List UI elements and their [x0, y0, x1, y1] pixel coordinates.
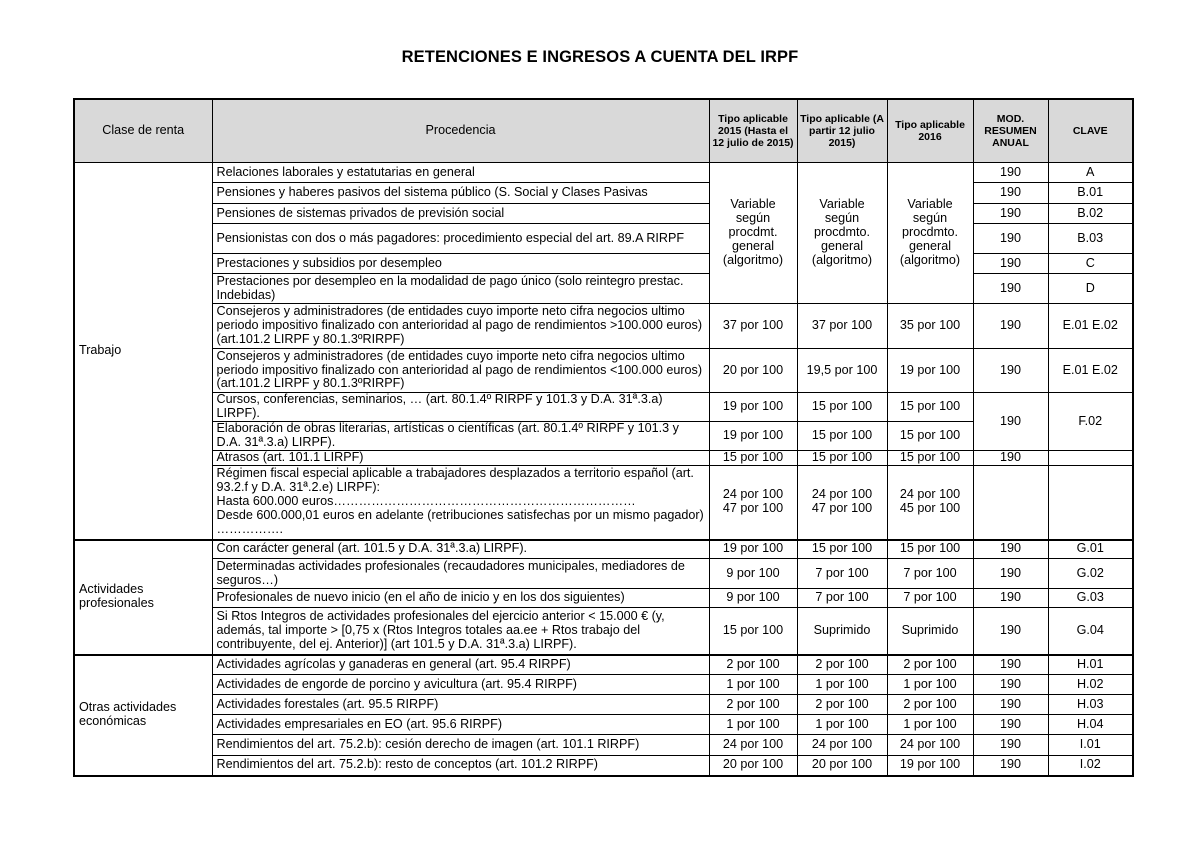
mod-cell: 190: [973, 349, 1048, 393]
procedencia-cell: Consejeros y administradores (de entidades cuyo importe neto cifra negocios ultimo periodo impositivo finalizado con anterioridad al pago de rendimientos <100.000 euros) (art.101.2 LIRPF y 80.1.3ºRIRPF): [212, 349, 709, 393]
rate-cell: 1 por 100: [887, 715, 973, 735]
clave-cell: I.02: [1048, 756, 1133, 776]
procedencia-cell: Actividades agrícolas y ganaderas en general (art. 95.4 RIRPF): [212, 655, 709, 675]
procedencia-cell: Pensiones de sistemas privados de previsión social: [212, 204, 709, 224]
rate-cell: 15 por 100: [797, 451, 887, 466]
clave-cell: H.02: [1048, 675, 1133, 695]
mod-cell: 190: [973, 451, 1048, 466]
header-mod: MOD. RESUMEN ANUAL: [973, 99, 1048, 163]
rate-cell: 24 por 100 45 por 100: [887, 466, 973, 540]
clave-cell: [1048, 451, 1133, 466]
table-row: [74, 589, 1133, 608]
table-row: [74, 451, 1133, 466]
rate-cell: 2 por 100: [797, 695, 887, 715]
clave-cell: E.01 E.02: [1048, 349, 1133, 393]
table-row: [74, 466, 1133, 540]
rate-cell: 15 por 100: [709, 451, 797, 466]
rate-cell: 7 por 100: [797, 589, 887, 608]
procedencia-cell: Elaboración de obras literarias, artísticas o científicas (art. 80.1.4º RIRPF y 101.3 y D.A. 31ª.3.a) LIRPF).: [212, 422, 709, 451]
rate-cell: 1 por 100: [797, 715, 887, 735]
clave-cell: B.02: [1048, 204, 1133, 224]
procedencia-cell: Actividades de engorde de porcino y avicultura (art. 95.4 RIRPF): [212, 675, 709, 695]
mod-cell: 190: [973, 204, 1048, 224]
rate-cell: 1 por 100: [887, 675, 973, 695]
rate-cell: Suprimido: [797, 608, 887, 655]
header-clave: CLAVE: [1048, 99, 1133, 163]
rate-cell: 19,5 por 100: [797, 349, 887, 393]
rate-cell: 15 por 100: [709, 608, 797, 655]
rate-cell: 1 por 100: [797, 675, 887, 695]
rate-cell: 24 por 100: [709, 735, 797, 756]
rate-cell: 7 por 100: [887, 559, 973, 589]
procedencia-cell: Régimen fiscal especial aplicable a trabajadores desplazados a territorio español (art. 93.2.f y D.A. 31ª.2.e) LIRPF): Hasta 600.000 euros……………………………………………………………… Desde 600.000,01 euros en adelante (retribuciones satisfechas por un mismo pagador) …………….: [212, 466, 709, 540]
rate-cell: 24 por 100: [887, 735, 973, 756]
rate-cell: 15 por 100: [797, 393, 887, 422]
clave-cell: H.03: [1048, 695, 1133, 715]
procedencia-cell: Determinadas actividades profesionales (recaudadores municipales, mediadores de seguros…): [212, 559, 709, 589]
header-tipo-2015a: Tipo aplicable 2015 (Hasta el 12 julio de 2015): [709, 99, 797, 163]
rate-cell: 9 por 100: [709, 559, 797, 589]
clave-cell: H.01: [1048, 655, 1133, 675]
clave-cell: G.04: [1048, 608, 1133, 655]
mod-cell: 190: [973, 183, 1048, 204]
mod-cell: 190: [973, 735, 1048, 756]
mod-cell: 190: [973, 163, 1048, 183]
page-title: RETENCIONES E INGRESOS A CUENTA DEL IRPF: [401, 48, 799, 66]
table-row: [74, 735, 1133, 756]
table-row: [74, 540, 1133, 559]
rate-variable-2015a: Variable según procdmt. general (algoritmo): [709, 163, 797, 304]
rate-cell: 15 por 100: [887, 540, 973, 559]
clave-cell: F.02: [1048, 393, 1133, 451]
rate-cell: 7 por 100: [887, 589, 973, 608]
rate-cell: 37 por 100: [709, 304, 797, 349]
mod-cell: [973, 466, 1048, 540]
rate-cell: 2 por 100: [709, 695, 797, 715]
table-row: [74, 695, 1133, 715]
rate-cell: 15 por 100: [887, 451, 973, 466]
rate-cell: 20 por 100: [709, 756, 797, 776]
clave-cell: [1048, 466, 1133, 540]
table-row: [74, 559, 1133, 589]
rate-cell: 2 por 100: [797, 655, 887, 675]
clave-cell: G.02: [1048, 559, 1133, 589]
mod-cell: 190: [973, 224, 1048, 254]
rate-variable-2015b: Variable según procdmto. general (algoritmo): [797, 163, 887, 304]
table-row: [74, 224, 1133, 254]
procedencia-cell: Atrasos (art. 101.1 LIRPF): [212, 451, 709, 466]
rate-variable-2016: Variable según procdmto. general (algoritmo): [887, 163, 973, 304]
rate-cell: 24 por 100: [797, 735, 887, 756]
rate-cell: 24 por 100 47 por 100: [797, 466, 887, 540]
table-row: [74, 204, 1133, 224]
rate-cell: 15 por 100: [797, 540, 887, 559]
retenciones-table: [73, 98, 1134, 777]
header-row: [74, 99, 1133, 163]
table-row: [74, 163, 1133, 183]
table-row: [74, 254, 1133, 274]
procedencia-cell: Consejeros y administradores (de entidades cuyo importe neto cifra negocios ultimo periodo impositivo finalizado con anterioridad al pago de rendimientos >100.000 euros) (art.101.2 LIRPF y 80.1.3ºRIRPF): [212, 304, 709, 349]
clave-cell: A: [1048, 163, 1133, 183]
rate-cell: 15 por 100: [887, 422, 973, 451]
clave-cell: B.01: [1048, 183, 1133, 204]
procedencia-cell: Rendimientos del art. 75.2.b): cesión derecho de imagen (art. 101.1 RIRPF): [212, 735, 709, 756]
rate-cell: 20 por 100: [797, 756, 887, 776]
clave-cell: D: [1048, 274, 1133, 304]
rate-cell: 2 por 100: [887, 655, 973, 675]
table-row: [74, 675, 1133, 695]
procedencia-cell: Con carácter general (art. 101.5 y D.A. 31ª.3.a) LIRPF).: [212, 540, 709, 559]
rate-cell: Suprimido: [887, 608, 973, 655]
group-label-actividades-profesionales: Actividades profesionales: [74, 540, 212, 655]
procedencia-cell: Si Rtos Integros de actividades profesionales del ejercicio anterior < 15.000 € (y, además, tal importe > [0,75 x (Rtos Integros totales aa.ee + Rtos trabajo del contribuyente, del ej. Anterior)] (art 101.5 y D.A. 31ª.3.a) LIRPF).: [212, 608, 709, 655]
procedencia-cell: Profesionales de nuevo inicio (en el año de inicio y en los dos siguientes): [212, 589, 709, 608]
rate-cell: 9 por 100: [709, 589, 797, 608]
rate-cell: 2 por 100: [887, 695, 973, 715]
procedencia-cell: Pensionistas con dos o más pagadores: procedimiento especial del art. 89.A RIRPF: [212, 224, 709, 254]
header-clase: Clase de renta: [74, 99, 212, 163]
header-procedencia: Procedencia: [212, 99, 709, 163]
table-row: [74, 608, 1133, 655]
header-tipo-2016: Tipo aplicable 2016: [887, 99, 973, 163]
table-row: [74, 655, 1133, 675]
rate-cell: 15 por 100: [887, 393, 973, 422]
clave-cell: I.01: [1048, 735, 1133, 756]
table-row: [74, 393, 1133, 422]
mod-cell: 190: [973, 274, 1048, 304]
mod-cell: 190: [973, 608, 1048, 655]
mod-cell: 190: [973, 675, 1048, 695]
mod-cell: 190: [973, 695, 1048, 715]
clave-cell: E.01 E.02: [1048, 304, 1133, 349]
procedencia-cell: Relaciones laborales y estatutarias en general: [212, 163, 709, 183]
rate-cell: 7 por 100: [797, 559, 887, 589]
table-row: [74, 756, 1133, 776]
clave-cell: B.03: [1048, 224, 1133, 254]
rate-cell: 19 por 100: [887, 756, 973, 776]
table-row: [74, 349, 1133, 393]
rate-cell: 19 por 100: [887, 349, 973, 393]
procedencia-cell: Prestaciones y subsidios por desempleo: [212, 254, 709, 274]
procedencia-cell: Pensiones y haberes pasivos del sistema público (S. Social y Clases Pasivas: [212, 183, 709, 204]
header-tipo-2015b: Tipo aplicable (A partir 12 julio 2015): [797, 99, 887, 163]
group-label-otras-actividades: Otras actividades económicas: [74, 655, 212, 776]
procedencia-cell: Prestaciones por desempleo en la modalidad de pago único (solo reintegro prestac. Indebidas): [212, 274, 709, 304]
procedencia-cell: Cursos, conferencias, seminarios, … (art. 80.1.4º RIRPF y 101.3 y D.A. 31ª.3.a) LIRPF).: [212, 393, 709, 422]
mod-cell: 190: [973, 254, 1048, 274]
rate-cell: 20 por 100: [709, 349, 797, 393]
rate-cell: 19 por 100: [709, 422, 797, 451]
table-row: [74, 304, 1133, 349]
mod-cell: 190: [973, 559, 1048, 589]
procedencia-cell: Actividades forestales (art. 95.5 RIRPF): [212, 695, 709, 715]
rate-cell: 1 por 100: [709, 715, 797, 735]
mod-cell: 190: [973, 589, 1048, 608]
rate-cell: 24 por 100 47 por 100: [709, 466, 797, 540]
mod-cell: 190: [973, 655, 1048, 675]
table-row: [74, 183, 1133, 204]
table-row: [74, 715, 1133, 735]
clave-cell: H.04: [1048, 715, 1133, 735]
mod-cell: 190: [973, 393, 1048, 451]
procedencia-cell: Actividades empresariales en EO (art. 95.6 RIRPF): [212, 715, 709, 735]
rate-cell: 1 por 100: [709, 675, 797, 695]
mod-cell: 190: [973, 715, 1048, 735]
rate-cell: 37 por 100: [797, 304, 887, 349]
mod-cell: 190: [973, 540, 1048, 559]
clave-cell: G.03: [1048, 589, 1133, 608]
mod-cell: 190: [973, 304, 1048, 349]
rate-cell: 15 por 100: [797, 422, 887, 451]
procedencia-cell: Rendimientos del art. 75.2.b): resto de conceptos (art. 101.2 RIRPF): [212, 756, 709, 776]
table-row: [74, 274, 1133, 304]
rate-cell: 19 por 100: [709, 540, 797, 559]
clave-cell: G.01: [1048, 540, 1133, 559]
rate-cell: 19 por 100: [709, 393, 797, 422]
group-label-trabajo: Trabajo: [74, 163, 212, 540]
rate-cell: 2 por 100: [709, 655, 797, 675]
clave-cell: C: [1048, 254, 1133, 274]
mod-cell: 190: [973, 756, 1048, 776]
rate-cell: 35 por 100: [887, 304, 973, 349]
